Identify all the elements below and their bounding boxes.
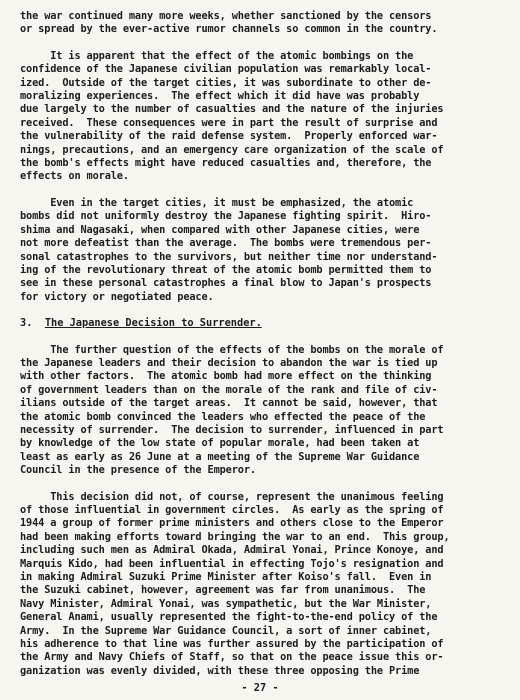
- text-line: not more defeatist than the average. The bombs were tremendous per-: [20, 237, 432, 250]
- section-title: The Japanese Decision to Surrender.: [44, 317, 262, 330]
- text-line: Even in the target cities, it must be emphasized, the atomic: [20, 196, 414, 209]
- text-line: with other factors. The atomic bomb had more effect on the thinking: [20, 370, 432, 383]
- text-line: shima and Nagasaki, when compared with other Japanese cities, were: [20, 223, 420, 236]
- text-line: It is apparent that the effect of the atomic bombings on the: [20, 49, 414, 62]
- text-line: of government leaders than on the morale of the rank and file of civ-: [20, 383, 438, 396]
- text-line: necessity of surrender. The decision to surrender, influenced in part: [20, 423, 444, 436]
- text-line: the vulnerability of the raid defense system. Properly enforced war-: [20, 130, 438, 143]
- paragraph: [20, 197, 498, 304]
- text-line: the Army and Navy Chiefs of Staff, so that on the peace issue this or-: [20, 651, 444, 664]
- text-line: effects on morale.: [20, 170, 129, 183]
- text-line: 1944 a group of former prime ministers and others close to the Emperor: [20, 517, 444, 530]
- text-line: Council in the presence of the Emperor.: [20, 464, 256, 477]
- text-line: the war continued many more weeks, whether sanctioned by the censors: [20, 10, 432, 22]
- text-line: Army. In the Supreme War Guidance Council, a sort of inner cabinet,: [20, 624, 432, 637]
- section-number: 3.: [20, 317, 33, 330]
- text-line: of those influential in government circles. As early as the spring of: [20, 504, 444, 516]
- section-heading: [20, 317, 498, 330]
- text-line: by knowledge of the low state of popular morale, had been taken at: [20, 437, 420, 450]
- text-line: moralizing experiences. The effect which it did have was probably: [20, 90, 420, 103]
- text-line: see in these personal catastrophes a final blow to Japan's prospects: [20, 277, 432, 290]
- text-line: nings, precautions, and an emergency care organization of the scale of: [20, 143, 444, 156]
- text-line: including such men as Admiral Okada, Admiral Yonai, Prince Konoye, and: [20, 544, 444, 557]
- text-line: The further question of the effects of the bombs on the morale of: [20, 343, 444, 356]
- text-line: General Anami, usually represented the fight-to-the-end policy of the: [20, 611, 438, 624]
- paragraph: [20, 50, 498, 184]
- text-line: the Japanese leaders and their decision to abandon the war is tied up: [20, 356, 438, 369]
- text-line: Navy Minister, Admiral Yonai, was sympathetic, but the War Minister,: [20, 597, 432, 610]
- text-line: sonal catastrophes to the survivors, but neither time nor understand-: [20, 250, 438, 263]
- text-line: Marquis Kido, had been influential in effecting Tojo's resignation and: [20, 557, 444, 570]
- text-line: ing of the revolutionary threat of the atomic bomb permitted them to: [20, 263, 432, 276]
- text-line: in making Admiral Suzuki Prime Minister after Koiso's fall. Even in: [20, 571, 432, 584]
- text-line: least as early as 26 June at a meeting of the Supreme War Guidance: [20, 450, 420, 463]
- paragraph: [20, 491, 498, 679]
- text-line: or spread by the ever-active rumor channels so common in the country.: [20, 23, 438, 36]
- text-line: his adherence to that line was further assured by the participation of: [20, 638, 444, 651]
- text-line: due largely to the number of casualties and the nature of the injuries: [20, 103, 444, 116]
- body-text-section-2: [20, 344, 498, 679]
- paragraph: [20, 344, 498, 478]
- text-line: ized. Outside of the target cities, it was subordinate to other de-: [20, 76, 432, 89]
- text-line: the bomb's effects might have reduced casualties and, therefore, the: [20, 157, 432, 170]
- text-line: ganization was evenly divided, with these three opposing the Prime: [20, 664, 420, 677]
- text-line: ilians outside of the target areas. It cannot be said, however, that: [20, 397, 438, 410]
- text-line: confidence of the Japanese civilian population was remarkably local-: [20, 63, 432, 76]
- text-line: This decision did not, of course, represent the unanimous feeling: [20, 490, 444, 503]
- body-text-section-1: [20, 10, 498, 304]
- paragraph: [20, 10, 498, 37]
- text-line: the Suzuki cabinet, however, agreement was far from unanimous. The: [20, 584, 426, 597]
- text-line: for victory or negotiated peace.: [20, 290, 214, 303]
- page-number: - 27 -: [241, 682, 279, 694]
- text-line: received. These consequences were in part the result of surprise and: [20, 116, 438, 129]
- text-line: had been making efforts toward bringing the war to an end. This group,: [20, 530, 450, 543]
- text-line: the atomic bomb convinced the leaders who effected the peace of the: [20, 410, 426, 423]
- text-line: bombs did not uniformly destroy the Japanese fighting spirit. Hiro-: [20, 210, 432, 223]
